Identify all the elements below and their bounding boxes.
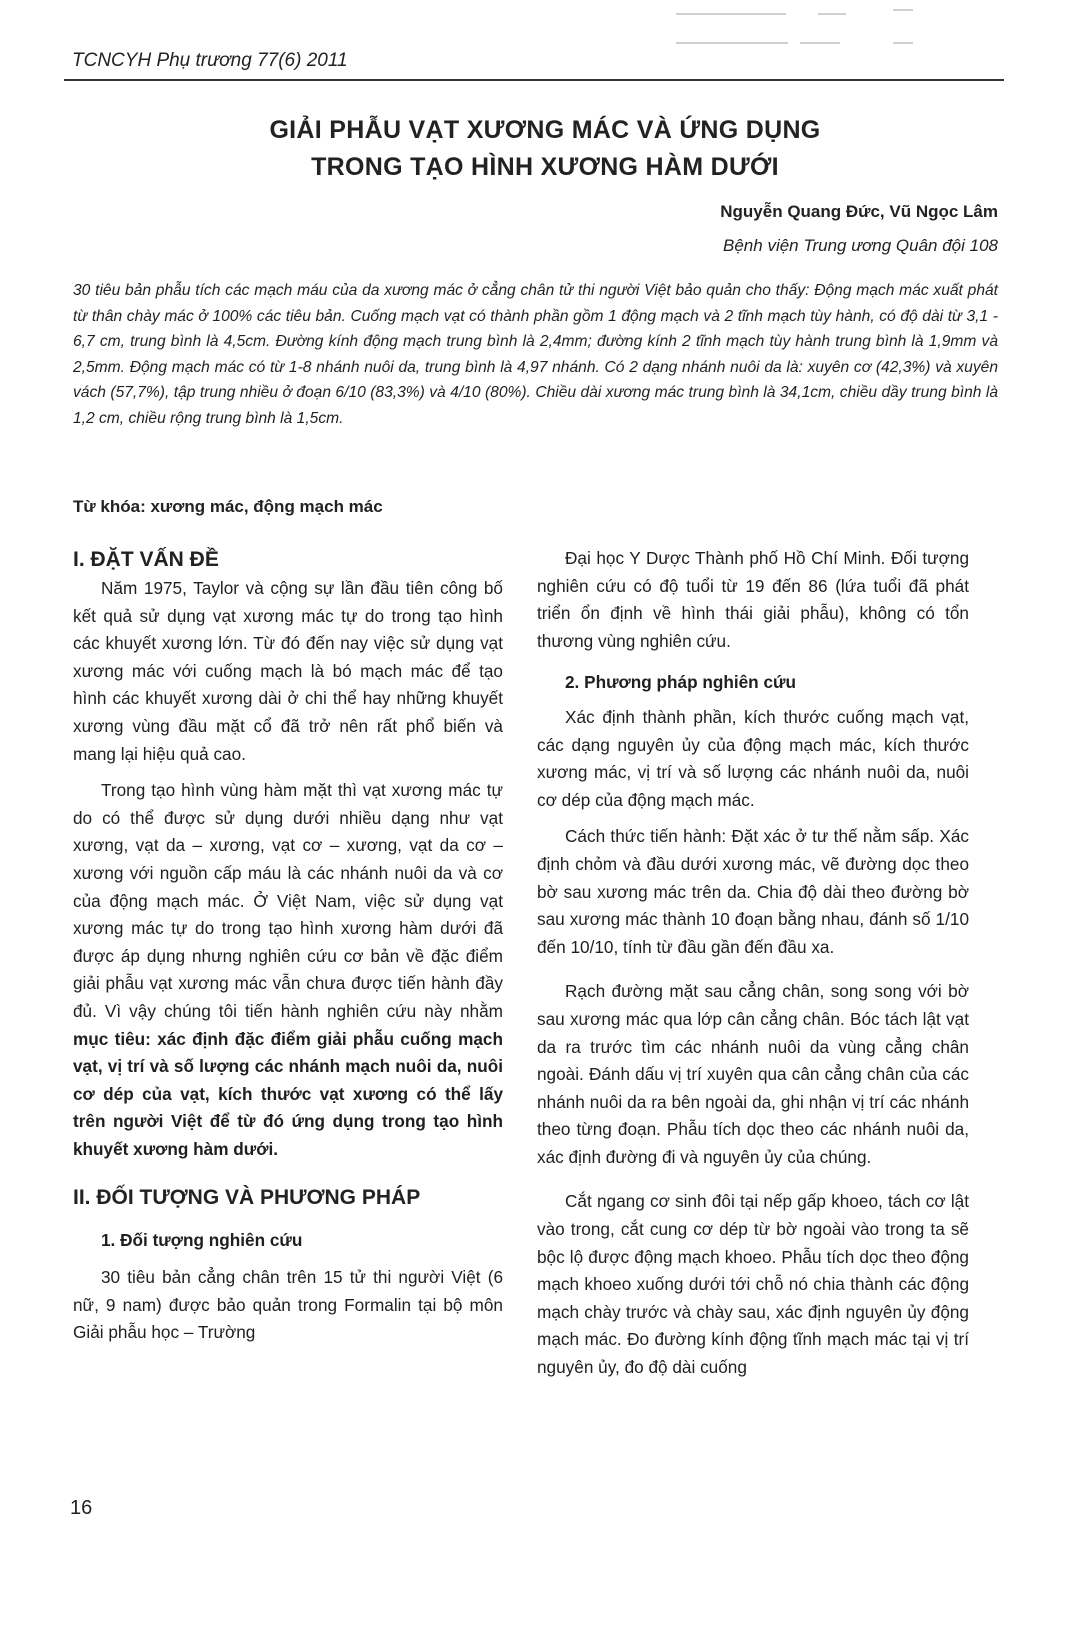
paragraph: Đại học Y Dược Thành phố Hồ Chí Minh. Đối tượng nghiên cứu có độ tuổi từ 19 đến 86 (lứa tuổi đã phát triển ổn định về hình thái giải phẫu), không có tổn thương vùng nghiên cứu. (537, 548, 969, 651)
left-column (73, 545, 503, 1347)
subsection-heading-subjects: 1. Đối tượng nghiên cứu (101, 1230, 303, 1251)
scan-artifact (800, 42, 840, 44)
objectives-text: mục tiêu: xác định đặc điểm giải phẫu cuống mạch vạt, vị trí và số lượng các nhánh mạch nuôi da, nuôi cơ dép của vạt, kích thước vạt xương có thể lấy trên người Việt để từ đó ứng dụng trong tạo hình khuyết xương hàm dưới. (73, 1028, 503, 1159)
paragraph: Rạch đường mặt sau cẳng chân, song song với bờ sau xương mác qua lớp cân cẳng chân. Bóc tách lật vạt da ra trước tìm các nhánh nuôi da vùng cẳng chân ngoài. Đánh dấu vị trí xuyên qua cân cẳng chân của các nhánh nuôi da ra bên ngoài da, ghi nhận vị trí các nhánh theo từng đoạn. Phẫu tích dọc theo các nhánh nuôi da, xác định đường đi và nguyên ủy của chúng. (537, 981, 969, 1167)
keywords: Từ khóa: xương mác, động mạch mác (73, 497, 383, 516)
scan-artifact (818, 13, 846, 15)
section-heading-introduction: I. ĐẶT VẤN ĐỀ (73, 548, 219, 571)
header-rule (64, 79, 1004, 81)
right-column (537, 545, 969, 1382)
affiliation: Bệnh viện Trung ương Quân đội 108 (723, 236, 998, 255)
subsection-heading-methods: 2. Phương pháp nghiên cứu (565, 672, 796, 693)
paragraph: Năm 1975, Taylor và cộng sự lần đầu tiên công bố kết quả sử dụng vạt xương mác tự do trong tạo hình các khuyết xương lớn. Từ đó đến nay việc sử dụng vạt xương mác với cuống mạch là bó mạch mác để tạo hình các khuyết xương dài ở chi thể hay những khuyết xương vùng đầu mặt cổ đã trở nên rất phổ biến và mang lại hiệu quả cao. (73, 578, 503, 764)
article-title (130, 112, 960, 186)
paragraph-objectives (73, 777, 503, 1163)
running-header: TCNCYH Phụ trương 77(6) 2011 (72, 50, 348, 71)
scan-artifact (676, 42, 788, 44)
title-line-1: GIẢI PHẪU VẠT XƯƠNG MÁC VÀ ỨNG DỤNG (269, 116, 821, 144)
page-number: 16 (70, 1497, 93, 1519)
scan-artifact (893, 42, 913, 44)
paragraph: 30 tiêu bản cẳng chân trên 15 tử thi người Việt (6 nữ, 9 nam) được bảo quản trong Formalin tại bộ môn Giải phẫu học – Trường (73, 1267, 503, 1343)
scan-artifact (676, 13, 786, 15)
paragraph: Cắt ngang cơ sinh đôi tại nếp gấp khoeo, tách cơ lật vào trong, cắt cung cơ dép từ bờ ngoài vào trong ta sẽ bộc lộ được động mạch khoeo. Phẫu tích dọc theo động mạch khoeo xuống dưới tới chỗ nó chia thành các động mạch chày trước và chày sau, xác định nguyên ủy động mạch mác. Đo đường kính động tĩnh mạch mác tại vị trí nguyên ủy, đo độ dài cuống (537, 1191, 969, 1378)
paragraph: Cách thức tiến hành: Đặt xác ở tư thế nằm sấp. Xác định chỏm và đầu dưới xương mác, vẽ đường dọc theo bờ sau xương mác trên da. Chia độ dài theo đường bờ sau xương mác thành 10 đoạn bằng nhau, đánh số 1/10 đến 10/10, tính từ đầu gần đến đầu xa. (537, 826, 969, 957)
authors: Nguyễn Quang Đức, Vũ Ngọc Lâm (720, 202, 998, 221)
paragraph-text: Trong tạo hình vùng hàm mặt thì vạt xương mác tự do có thể được sử dụng dưới nhiều dạng như vạt xương, vạt da – xương, vạt cơ – xương, vạt da cơ – xương với nguồn cấp máu là các nhánh nuôi da và cơ của động mạch mác. Ở Việt Nam, việc sử dụng vạt xương mác tự do trong tạo hình xương hàm dưới đã được áp dụng nhưng nghiên cứu cơ bản về đặc điểm giải phẫu vạt xương mác vẫn chưa được tiến hành đầy đủ. Vì vậy chúng tôi tiến hành nghiên cứu này nhằm (73, 780, 503, 1021)
scan-artifact (893, 9, 913, 11)
section-heading-methods: II. ĐỐI TƯỢNG VÀ PHƯƠNG PHÁP (73, 1186, 421, 1210)
abstract: 30 tiêu bản phẫu tích các mạch máu của da xương mác ở cẳng chân tử thi người Việt bảo quản cho thấy: Động mạch mác xuất phát từ thân chày mác ở 100% các tiêu bản. Cuống mạch vạt có thành phần gồm 1 động mạch và 2 tĩnh mạch tùy hành, có độ dài từ 3,1 - 6,7 cm, trung bình là 4,5cm. Đường kính động mạch trung bình là 2,4mm; đường kính 2 tĩnh mạch tùy hành trung bình là 1,9mm và 2,5mm. Động mạch mác có từ 1-8 nhánh nuôi da, trung bình là 4,97 nhánh. Có 2 dạng nhánh nuôi da là: xuyên cơ (42,3%) và xuyên vách (57,7%), tập trung nhiều ở đoạn 6/10 (83,3%) và 4/10 (80%). Chiều dài xương mác trung bình là 34,1cm, chiều dầy trung bình là 1,2 cm, chiều rộng trung bình là 1,5cm. (73, 282, 998, 427)
paragraph: Xác định thành phần, kích thước cuống mạch vạt, các dạng nguyên ủy của động mạch mác, kích thước xương mác, vị trí và số lượng các nhánh nuôi da, nuôi cơ dép của động mạch mác. (537, 706, 969, 810)
title-line-2: TRONG TẠO HÌNH XƯƠNG HÀM DƯỚI (311, 153, 779, 181)
